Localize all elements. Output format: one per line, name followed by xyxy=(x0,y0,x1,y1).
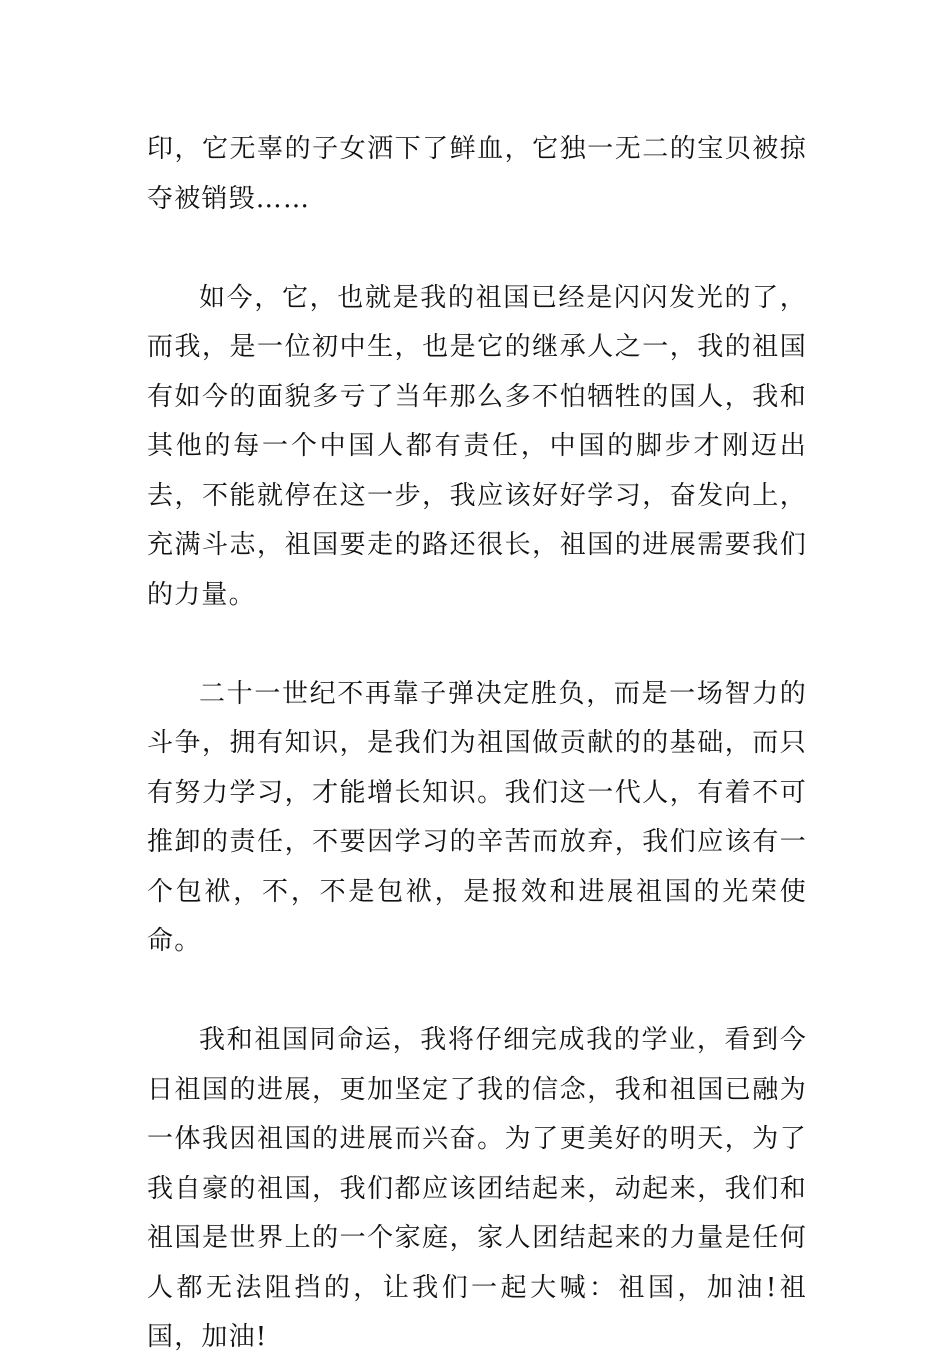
paragraph-3: 二十一世纪不再靠子弹决定胜负，而是一场智力的斗争，拥有知识，是我们为祖国做贡献的的基础，而只有努力学习，才能增长知识。我们这一代人，有着不可推卸的责任，不要因学习的辛苦而放弃，我们应该有一个包袱，不，不是包袱，是报效和进展祖国的光荣使命。 xyxy=(147,678,807,956)
paragraph-4: 我和祖国同命运，我将仔细完成我的学业，看到今日祖国的进展，更加坚定了我的信念，我和祖国已融为一体我因祖国的进展而兴奋。为了更美好的明天，为了我自豪的祖国，我们都应该团结起来，动起来，我们和祖国是世界上的一个家庭，家人团结起来的力量是任何人都无法阻挡的，让我们一起大喊：祖国，加油!祖国，加油! xyxy=(147,1025,807,1352)
document-body xyxy=(147,125,807,1363)
paragraph-2: 如今，它，也就是我的祖国已经是闪闪发光的了，而我，是一位初中生，也是它的继承人之一，我的祖国有如今的面貌多亏了当年那么多不怕牺牲的国人，我和其他的每一个中国人都有责任，中国的脚步才刚迈出去，不能就停在这一步，我应该好好学习，奋发向上，充满斗志，祖国要走的路还很长，祖国的进展需要我们的力量。 xyxy=(147,282,807,610)
paragraph-continued: 印，它无辜的子女洒下了鲜血，它独一无二的宝贝被掠夺被销毁…… xyxy=(147,134,807,214)
